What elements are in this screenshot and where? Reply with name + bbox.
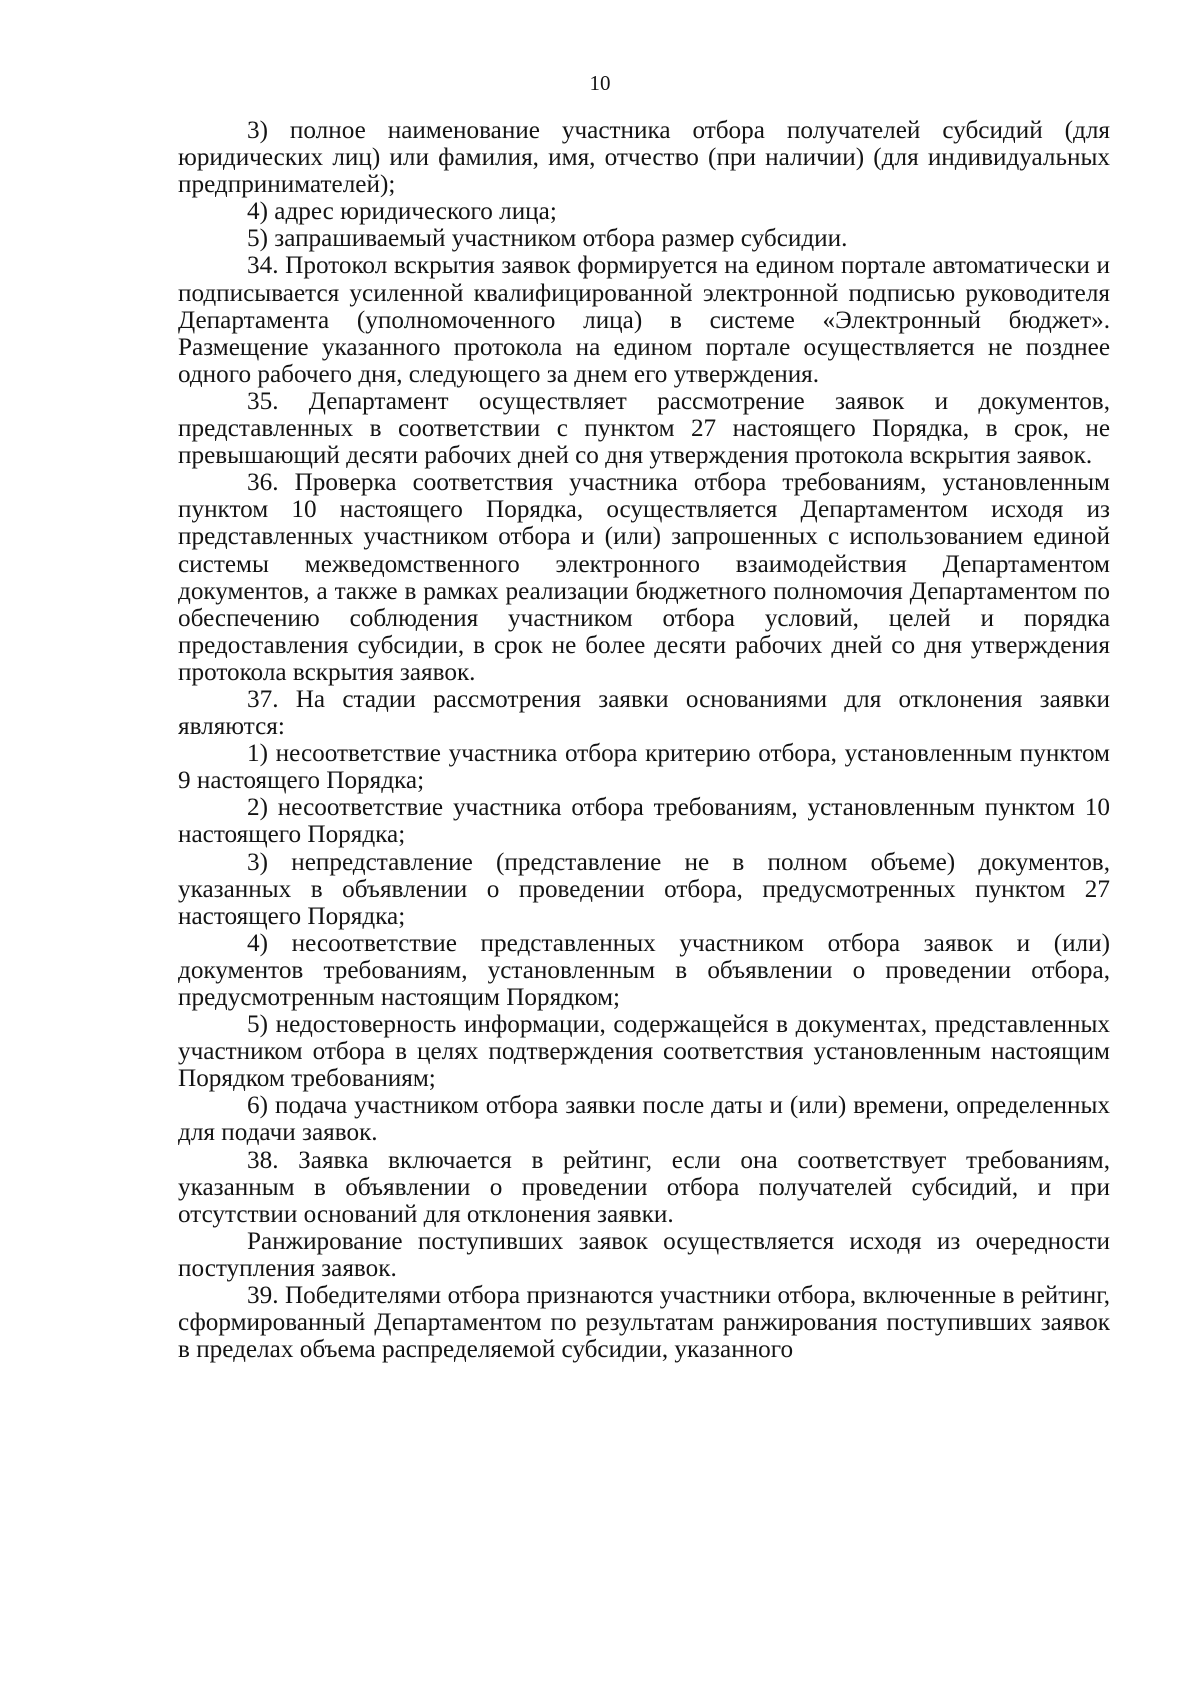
paragraph-clause-37: 37. На стадии рассмотрения заявки основаниями для отклонения заявки являются:: [178, 685, 1110, 741]
paragraph-rejection-reason-4: 4) несоответствие представленных участником отбора заявок и (или) документов требованиям, установленным в объявлении о проведении отбора, предусмотренным настоящим Порядком;: [178, 929, 1110, 1011]
paragraph-item-3-full-name: 3) полное наименование участника отбора получателей субсидий (для юридических лиц) или фамилия, имя, отчество (при наличии) (для индивидуальных предпринимателей);: [178, 117, 1110, 199]
paragraph-clause-39: 39. Победителями отбора признаются участники отбора, включенные в рейтинг, сформированный Департаментом по результатам ранжирования поступивших заявок в пределах объема распределяемой субсидии, указанного: [178, 1282, 1110, 1364]
paragraph-clause-38: 38. Заявка включается в рейтинг, если она соответствует требованиям, указанным в объявлении о проведении отбора получателей субсидий, и при отсутствии оснований для отклонения заявки.: [178, 1146, 1110, 1228]
paragraph-clause-35: 35. Департамент осуществляет рассмотрение заявок и документов, представленных в соответствии с пунктом 27 настоящего Порядка, в срок, не превышающий десяти рабочих дней со дня утверждения протокола вскрытия заявок.: [178, 387, 1110, 470]
document-body: [178, 117, 1110, 1363]
paragraph-rejection-reason-3: 3) непредставление (представление не в полном объеме) документов, указанных в объявлении о проведении отбора, предусмотренных пунктом 27 настоящего Порядка;: [178, 848, 1110, 930]
paragraph-item-5-subsidy-amount: 5) запрашиваемый участником отбора размер субсидии.: [247, 225, 848, 253]
paragraph-rejection-reason-5: 5) недостоверность информации, содержащейся в документах, представленных участником отбора в целях подтверждения соответствия установленным настоящим Порядком требованиям;: [178, 1011, 1110, 1093]
paragraph-item-4-address: 4) адрес юридического лица;: [247, 198, 557, 226]
page-number: 10: [589, 71, 611, 95]
paragraph-clause-36: 36. Проверка соответствия участника отбора требованиям, установленным пунктом 10 настоящего Порядка, осуществляется Департаментом исходя из представленных участником отбора и (или) запрошенных с использованием единой системы межведомственного электронного взаимодействия Департаментом документов, а также в рамках реализации бюджетного полномочия Департаментом по обеспечению соблюдения участником отбора условий, целей и порядка предоставления субсидии, в срок не более десяти рабочих дней со дня утверждения протокола вскрытия заявок.: [178, 469, 1110, 686]
paragraph-ranking: Ранжирование поступивших заявок осуществляется исходя из очередности поступления заявок.: [178, 1227, 1110, 1282]
paragraph-clause-34: 34. Протокол вскрытия заявок формируется на едином портале автоматически и подписывается усиленной квалифицированной электронной подписью руководителя Департамента (уполномоченного лица) в системе «Электронный бюджет». Размещение указанного протокола на едином портале осуществляется не позднее одного рабочего дня, следующего за днем его утверждения.: [178, 252, 1110, 388]
paragraph-rejection-reason-2: 2) несоответствие участника отбора требованиям, установленным пунктом 10 настоящего Порядка;: [178, 794, 1110, 849]
paragraph-rejection-reason-1: 1) несоответствие участника отбора критерию отбора, установленным пунктом 9 настоящего Порядка;: [178, 740, 1110, 795]
paragraph-rejection-reason-6: 6) подача участником отбора заявки после даты и (или) времени, определенных для подачи заявок.: [178, 1092, 1110, 1147]
